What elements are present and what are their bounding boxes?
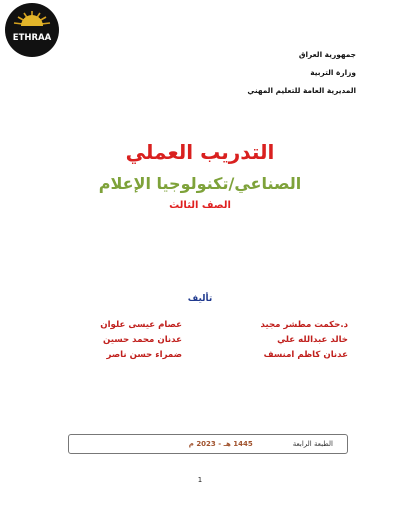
header-line-country: جمهورية العراق bbox=[298, 50, 356, 59]
ethraa-logo bbox=[4, 2, 60, 58]
edition-label: الطبعة الرابعة bbox=[292, 440, 333, 448]
authors-left-column bbox=[100, 318, 182, 363]
header-line-directorate: المديرية العامة للتعليم المهني bbox=[247, 86, 356, 95]
page-number: 1 bbox=[197, 476, 203, 484]
logo-text: ETHRAA bbox=[12, 33, 52, 43]
authors-right-column bbox=[261, 318, 348, 363]
ministry-header bbox=[156, 46, 356, 100]
header-line-ministry: وزارة التربية bbox=[310, 68, 356, 77]
author-name: ضمراء حسن ناصر bbox=[106, 350, 182, 360]
edition-year: 1445 هـ - 2023 م bbox=[188, 440, 253, 448]
book-subject: الصناعي/تكنولوجيا الإعلام bbox=[98, 174, 302, 193]
author-name: عدنان محمد حسين bbox=[102, 335, 182, 345]
book-grade: الصف الثالث bbox=[169, 200, 231, 211]
logo-icon bbox=[4, 2, 60, 58]
authors-label: تأليف bbox=[187, 294, 213, 304]
author-name: خالد عبدالله علي bbox=[277, 335, 348, 345]
book-title: التدريب العملي bbox=[125, 140, 275, 164]
author-name: عدنان كاظم امنسف bbox=[263, 350, 348, 360]
author-name: د.حكمت مطشر مجيد bbox=[260, 320, 348, 330]
edition-box bbox=[68, 434, 348, 454]
author-name: عصام عيسى علوان bbox=[100, 320, 182, 330]
